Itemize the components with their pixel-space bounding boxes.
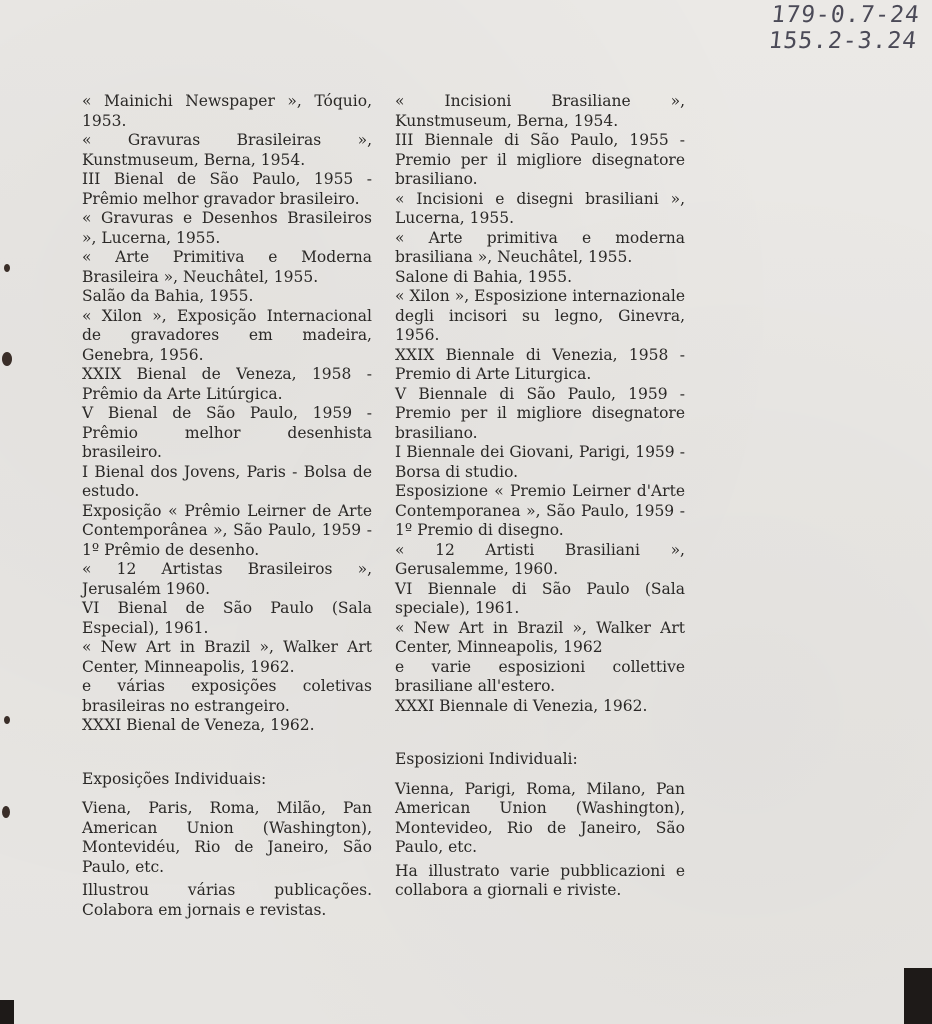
exhibition-entry: V Biennale di São Paulo, 1959 - Premio per il migliore disegnatore brasiliano. (395, 384, 685, 442)
exhibition-entry: VI Bienal de São Paulo (Sala Especial), 1961. (82, 599, 372, 637)
exhibition-entry: III Bienal de São Paulo, 1955 - Prêmio melhor gravador brasileiro. (82, 170, 372, 208)
exhibition-entry: III Biennale di São Paulo, 1955 - Premio per il migliore disegnatore brasiliano. (395, 131, 685, 188)
exhibition-entry: V Bienal de São Paulo, 1959 - Prêmio melhor desenhista brasileiro. (82, 404, 372, 461)
individual-exhibitions-heading: Esposizioni Individuali: (395, 750, 578, 768)
exhibition-entry: XXIX Bienal de Veneza, 1958 - Prêmio da Arte Litúrgica. (82, 365, 372, 403)
binding-hole (2, 806, 10, 818)
binding-hole (4, 264, 10, 272)
exhibition-entry: XXIX Biennale di Venezia, 1958 - Premio di Arte Liturgica. (395, 345, 685, 383)
handwritten-note (767, 2, 921, 54)
exhibition-entry: Exposição « Prêmio Leirner de Arte Contemporânea », São Paulo, 1959 - 1º Prêmio de desenho. (82, 501, 372, 559)
binding-hole (4, 716, 10, 724)
exhibition-entry: XXXI Biennale di Venezia, 1962. (395, 696, 648, 715)
publications-note: Ha illustrato varie pubblicazioni e collabora a giornali e riviste. (395, 861, 685, 899)
exhibition-entry: VI Biennale di São Paulo (Sala speciale), 1961. (395, 579, 685, 617)
exhibition-entry: Esposizione « Premio Leirner d'Arte Contemporanea », São Paulo, 1959 - 1º Premio di disegno. (395, 482, 685, 539)
exhibition-entry: « Arte primitiva e moderna brasiliana », Neuchâtel, 1955. (395, 228, 685, 266)
exhibition-entry: XXXI Bienal de Veneza, 1962. (82, 716, 315, 734)
exhibition-entry: « Incisioni Brasiliane », Kunstmuseum, Berna, 1954. (395, 92, 685, 130)
exhibition-entry: « Gravuras Brasileiras », Kunstmuseum, Berna, 1954. (82, 131, 372, 169)
edge-stain (0, 1000, 14, 1024)
exhibition-entry: Salone di Bahia, 1955. (395, 267, 573, 286)
left-column (82, 92, 372, 920)
publications-note: Illustrou várias publicações. Colabora em jornais e revistas. (82, 881, 372, 919)
exhibition-entry: « New Art in Brazil », Walker Art Center, Minneapolis, 1962. (82, 638, 372, 676)
exhibition-entry: « Incisioni e disegni brasiliani », Lucerna, 1955. (395, 189, 685, 227)
binding-hole (2, 352, 12, 366)
individual-exhibitions-heading: Exposições Individuais: (82, 769, 267, 788)
exhibition-entry: « Xilon », Exposição Internacional de gravadores em madeira, Genebra, 1956. (82, 306, 372, 364)
individual-exhibitions-list: Vienna, Parigi, Roma, Milano, Pan American Union (Washington), Montevideo, Rio de Janeiro, São Paulo, etc. (395, 779, 685, 856)
right-column (395, 92, 685, 901)
exhibition-entry: « New Art in Brazil », Walker Art Center, Minneapolis, 1962 (395, 618, 685, 656)
exhibition-entry: « Mainichi Newspaper », Tóquio, 1953. (82, 92, 372, 130)
handwritten-line: 155.2-3.24 (766, 28, 918, 54)
handwritten-line: 179-0.7-24 (769, 2, 921, 28)
exhibition-entry: e varie esposizioni collettive brasiliane all'estero. (395, 657, 685, 695)
edge-stain (904, 968, 932, 1024)
exhibition-entry: « Gravuras e Desenhos Brasileiros », Lucerna, 1955. (82, 209, 372, 247)
exhibition-entry: « 12 Artistas Brasileiros », Jerusalém 1960. (82, 560, 372, 598)
individual-exhibitions-list: Viena, Paris, Roma, Milão, Pan American Union (Washington), Montevidéu, Rio de Janeiro, São Paulo, etc. (82, 799, 372, 876)
exhibition-entry: I Biennale dei Giovani, Parigi, 1959 - Borsa di studio. (395, 443, 685, 481)
exhibition-entry: « 12 Artisti Brasiliani », Gerusalemme, 1960. (395, 540, 685, 578)
exhibition-entry: « Arte Primitiva e Moderna Brasileira », Neuchâtel, 1955. (82, 248, 372, 286)
exhibition-entry: Salão da Bahia, 1955. (82, 287, 254, 305)
exhibition-entry: « Xilon », Esposizione internazionale degli incisori su legno, Ginevra, 1956. (395, 287, 685, 344)
exhibition-entry: I Bienal dos Jovens, Paris - Bolsa de estudo. (82, 462, 372, 500)
exhibition-entry: e várias exposições coletivas brasileiras no estrangeiro. (82, 677, 372, 715)
